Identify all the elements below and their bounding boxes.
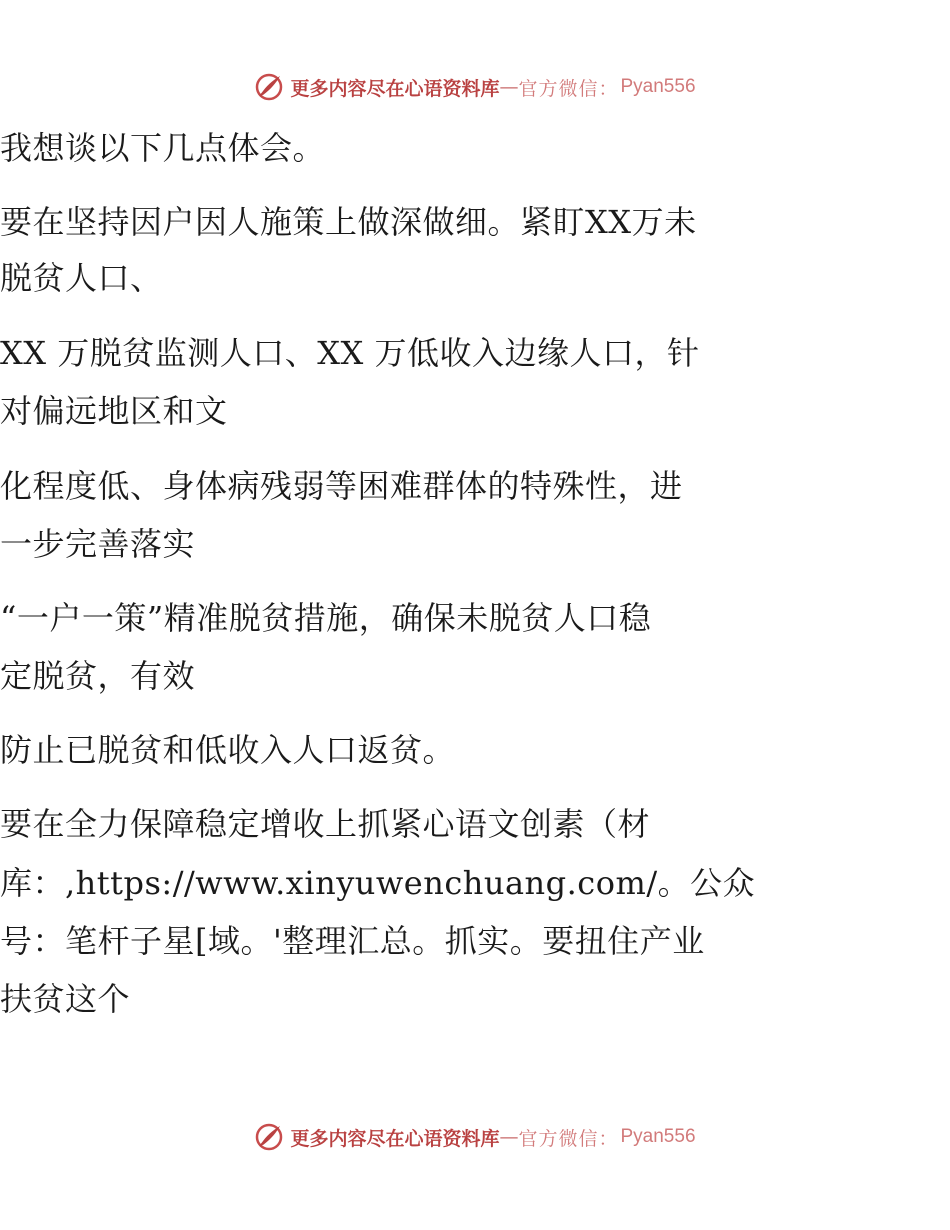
body-line: 定脱贫，有效 xyxy=(0,657,196,695)
body-line: 对偏远地区和文 xyxy=(0,392,228,430)
footer-banner xyxy=(0,1122,950,1152)
quill-pen-logo-icon xyxy=(254,1122,284,1152)
header-wechat-id: Pyan556 xyxy=(620,76,696,97)
body-line: 化程度低、身体病残弱等困难群体的特殊性，进 xyxy=(0,467,683,505)
footer-wechat-id: Pyan556 xyxy=(620,1126,696,1147)
body-line: 要在全力保障稳定增收上抓紧心语文创素（材 xyxy=(0,805,651,843)
body-line: “一户一策”精准脱贫措施，确保未脱贫人口稳 xyxy=(0,599,652,637)
body-line: 我想谈以下几点体会。 xyxy=(0,129,326,167)
body-line: 扶贫这个 xyxy=(0,980,131,1018)
footer-brand-text: 更多内容尽在心语资料库 xyxy=(290,1127,500,1150)
body-line: XX 万脱贫监测人口、XX 万低收入边缘人口，针 xyxy=(0,334,700,372)
body-line: 一步完善落实 xyxy=(0,525,196,563)
footer-wechat-label: 官方微信： xyxy=(518,1127,619,1150)
header-wechat-label: 官方微信： xyxy=(518,77,619,100)
body-line: 库：,https://www.xinyuwenchuang.com/。公众 xyxy=(0,864,756,902)
header-separator: — xyxy=(499,76,519,98)
header-brand-text: 更多内容尽在心语资料库 xyxy=(290,77,500,100)
body-line: 脱贫人口、 xyxy=(0,259,163,297)
body-line: 号：笔杆子星[域。'整理汇总。抓实。要扭住产业 xyxy=(0,922,705,960)
footer-separator: — xyxy=(499,1126,519,1148)
body-line: 防止已脱贫和低收入人口返贫。 xyxy=(0,731,456,769)
body-line: 要在坚持因户因人施策上做深做细。紧盯XX万未 xyxy=(0,203,697,241)
